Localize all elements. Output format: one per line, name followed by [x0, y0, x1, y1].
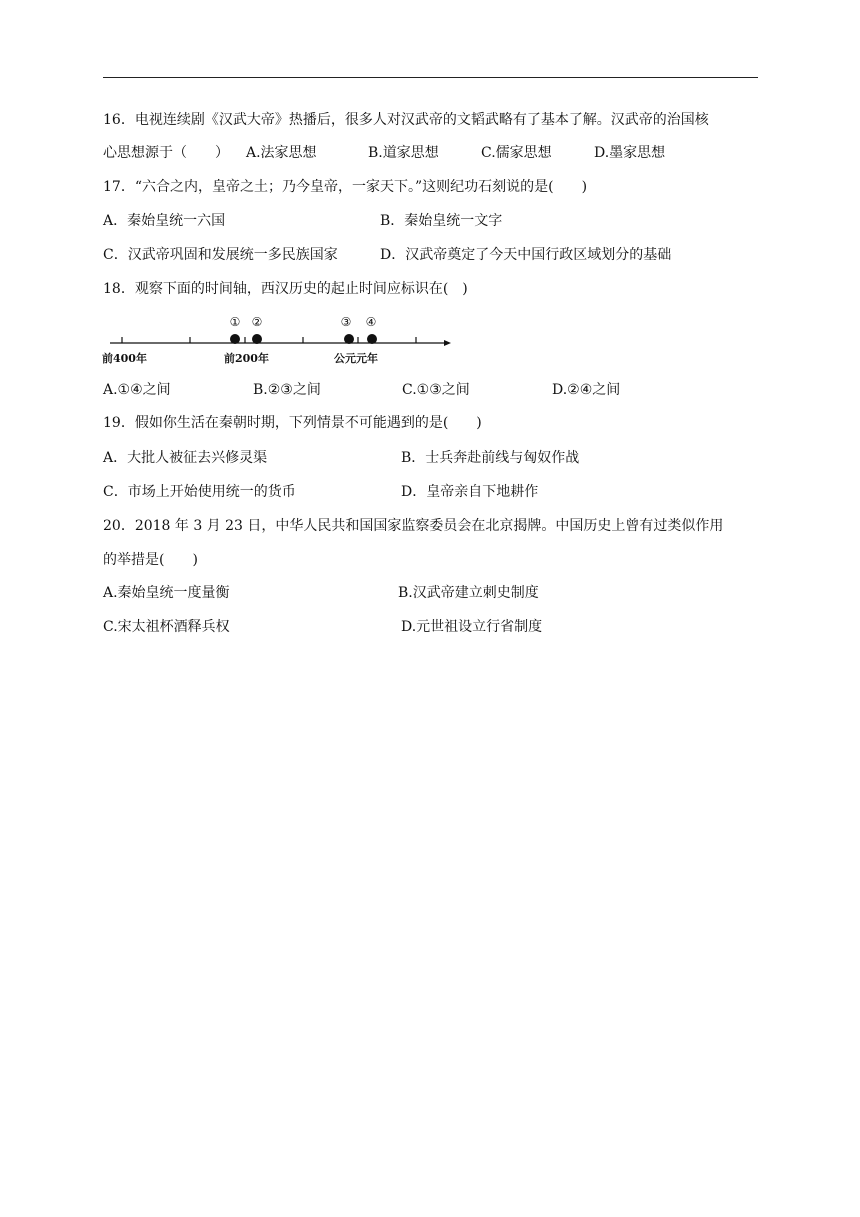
q16-stem-line1: 16．电视连续剧《汉武大帝》热播后，很多人对汉武帝的文韬武略有了基本了解。汉武帝的治国核: [103, 112, 709, 128]
q18-option-d: D.②④之间: [552, 382, 621, 398]
q17-option-a: A．秦始皇统一六国: [103, 213, 226, 229]
timeline-dot-4: [367, 334, 377, 344]
q19-stem: 19．假如你生活在秦朝时期，下列情景不可能遇到的是( ): [103, 415, 482, 431]
q20-option-b: B.汉武帝建立刺史制度: [398, 585, 539, 601]
q16-option-a: A.法家思想: [246, 145, 317, 161]
q20-stem-line1: 20．2018 年 3 月 23 日，中华人民共和国国家监察委员会在北京揭牌。中国历史上曾有过类似作用: [103, 518, 724, 534]
q17-option-b: B．秦始皇统一文字: [380, 213, 503, 229]
q20-option-a: A.秦始皇统一度量衡: [103, 585, 230, 601]
timeline-dot-3: [344, 334, 354, 344]
timeline-marker-4: ④: [365, 315, 377, 329]
timeline-dot-1: [230, 334, 240, 344]
header-rule: [103, 77, 758, 78]
q16-option-c: C.儒家思想: [481, 145, 552, 161]
q20-option-d: D.元世祖设立行省制度: [401, 619, 543, 635]
timeline-marker-3: ③: [340, 315, 352, 329]
q16-option-b: B.道家思想: [368, 145, 439, 161]
timeline-label-400bc: 前400年: [102, 352, 147, 365]
timeline-arrow: [444, 340, 451, 346]
timeline-dot-2: [252, 334, 262, 344]
q17-stem: 17．“六合之内，皇帝之土；乃今皇帝，一家天下。”这则纪功石刻说的是( ): [103, 179, 588, 195]
timeline-figure: [100, 310, 460, 368]
q17-option-d: D．汉武帝奠定了今天中国行政区域划分的基础: [380, 247, 672, 263]
q20-option-c: C.宋太祖杯酒释兵权: [103, 619, 230, 635]
q18-option-a: A.①④之间: [103, 382, 171, 398]
q16-option-d: D.墨家思想: [594, 145, 666, 161]
timeline-marker-2: ②: [251, 315, 263, 329]
q18-option-b: B.②③之间: [253, 382, 321, 398]
q19-option-d: D．皇帝亲自下地耕作: [401, 484, 539, 500]
timeline-label-ad1: 公元元年: [334, 352, 378, 365]
timeline-label-200bc: 前200年: [224, 352, 269, 365]
q18-option-c: C.①③之间: [402, 382, 470, 398]
timeline-marker-1: ①: [229, 315, 241, 329]
q17-option-c: C．汉武帝巩固和发展统一多民族国家: [103, 247, 338, 263]
q19-option-a: A．大批人被征去兴修灵渠: [103, 450, 268, 466]
q19-option-c: C．市场上开始使用统一的货币: [103, 484, 296, 500]
q19-option-b: B．士兵奔赴前线与匈奴作战: [401, 450, 580, 466]
q18-stem: 18．观察下面的时间轴，西汉历史的起止时间应标识在( ): [103, 281, 468, 297]
q20-stem-line2: 的举措是( ): [103, 552, 198, 568]
q16-stem-line2: 心思想源于（ ）: [103, 145, 229, 161]
